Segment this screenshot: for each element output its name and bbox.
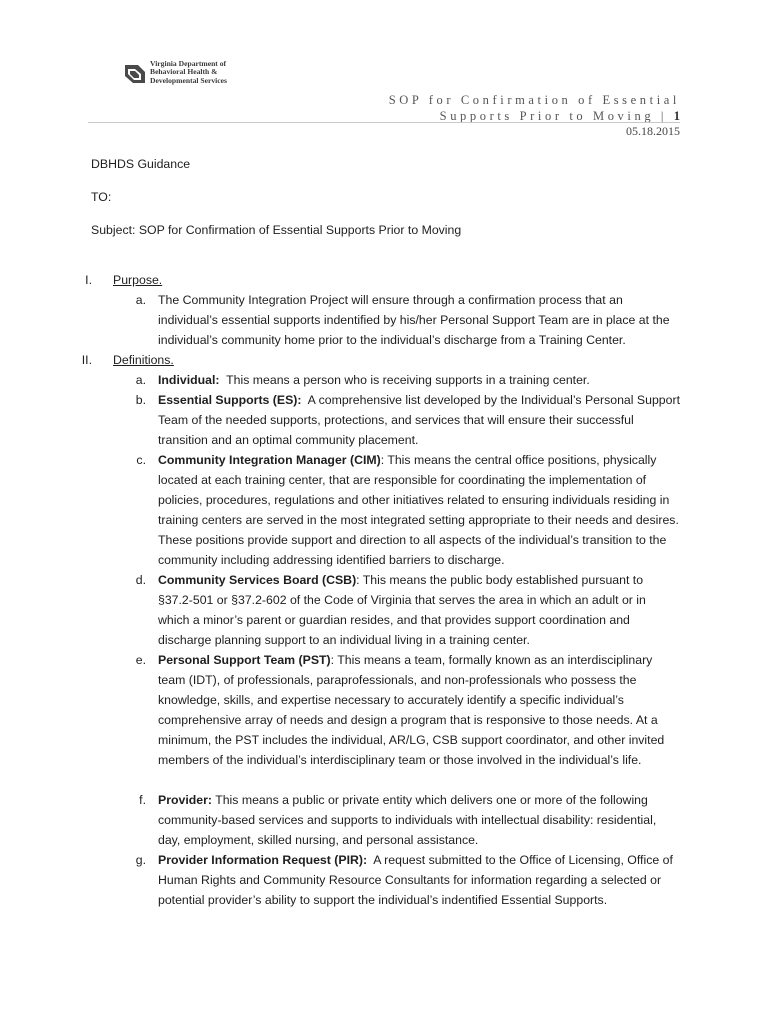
item-term: Individual: bbox=[158, 373, 220, 387]
item-body: A request submitted to the Office of Licensing, Office of Human Rights and Community Resource Consultants for information regarding a selected or potential provider’s ability to support the individual’s indentified Essential Supports. bbox=[158, 853, 673, 907]
logo-org-name: Virginia Department of Behavioral Health & Developmental Services bbox=[150, 59, 227, 85]
item-text bbox=[158, 290, 680, 350]
item-body: This means a public or private entity which delivers one or more of the following community-based services and supports to individuals with intellectual disability: residential, day, employment, skilled nursing, and personal assistance. bbox=[158, 793, 657, 847]
item-text bbox=[158, 570, 680, 650]
item-body: This means a person who is receiving supports in a training center. bbox=[226, 373, 590, 387]
item-letter: f. bbox=[139, 793, 146, 807]
item-letter: c. bbox=[136, 453, 146, 467]
section-number: II. bbox=[81, 353, 92, 367]
guidance-label: DBHDS Guidance bbox=[91, 157, 191, 171]
item-text bbox=[158, 790, 680, 850]
item-letter: g. bbox=[135, 853, 146, 867]
header-title-line1: SOP for Confirmation of Essential bbox=[388, 93, 680, 107]
item-letter: b. bbox=[135, 393, 146, 407]
item-text bbox=[158, 850, 680, 910]
item-body: : This means a team, formally known as an interdisciplinary team (IDT), of professionals, paraprofessionals, and non-professionals who possess the knowledge, skills, and expertise necessary to accurately identify a specific individual’s comprehensive array of needs and design a program that is responsive to those needs. At a minimum, the PST includes the individual, AR/LG, CSB support coordinator, and other invited members of the individual’s interdisciplinary team or those involved in the individual’s life. bbox=[158, 653, 665, 767]
subject-line: Subject: SOP for Confirmation of Essential Supports Prior to Moving bbox=[91, 223, 462, 237]
item-text bbox=[158, 370, 680, 390]
item-body: : This means the public body established pursuant to §37.2-501 or §37.2-602 of the Code of Virginia that serves the area in which an adult or in which a minor’s parent or guardian resides, and that provides support coordination and discharge planning support to an individual living in a training center. bbox=[158, 573, 646, 647]
item-term: Essential Supports (ES): bbox=[158, 393, 302, 407]
item-body: The Community Integration Project will ensure through a confirmation process that an individual’s essential supports indentified by his/her Personal Support Team are in place at the individual’s community home prior to the individual’s discharge from a Training Center. bbox=[158, 293, 670, 347]
item-term: Community Integration Manager (CIM) bbox=[158, 453, 381, 467]
item-text bbox=[158, 650, 680, 770]
header-date: 05.18.2015 bbox=[626, 124, 680, 138]
to-line: TO: bbox=[91, 190, 112, 204]
item-body: : This means the central office positions, physically located at each training center, that are responsible for coordinating the implementation of policies, procedures, regulations and other initiatives related to ensuring individuals residing in training centers are served in the most integrated setting appropriate to their needs and desires. These positions provide support and direction to all aspects of the individual’s transition to the community including addressing identified barriers to discharge. bbox=[158, 453, 679, 567]
header-title-line2-text: Supports Prior to Moving | bbox=[439, 109, 668, 123]
item-letter: a. bbox=[135, 373, 146, 387]
item-letter: a. bbox=[135, 293, 146, 307]
item-letter: d. bbox=[135, 573, 146, 587]
dbhds-logo bbox=[124, 60, 244, 90]
item-term: Provider Information Request (PIR): bbox=[158, 853, 368, 867]
page-number: 1 bbox=[673, 109, 680, 123]
section-title: Definitions. bbox=[113, 353, 174, 367]
section-title: Purpose. bbox=[113, 273, 163, 287]
section-number: I. bbox=[85, 273, 92, 287]
item-text bbox=[158, 390, 680, 450]
item-body: A comprehensive list developed by the Individual’s Personal Support Team of the needed supports, protections, and services that will ensure their successful transition and an optimal community placement. bbox=[158, 393, 680, 447]
item-term: Community Services Board (CSB) bbox=[158, 573, 357, 587]
running-header bbox=[389, 92, 680, 138]
item-letter: e. bbox=[135, 653, 146, 667]
header-divider bbox=[88, 122, 680, 123]
virginia-state-icon bbox=[124, 63, 146, 85]
item-term: Provider: bbox=[158, 793, 212, 807]
item-term: Personal Support Team (PST) bbox=[158, 653, 331, 667]
item-text bbox=[158, 450, 680, 570]
